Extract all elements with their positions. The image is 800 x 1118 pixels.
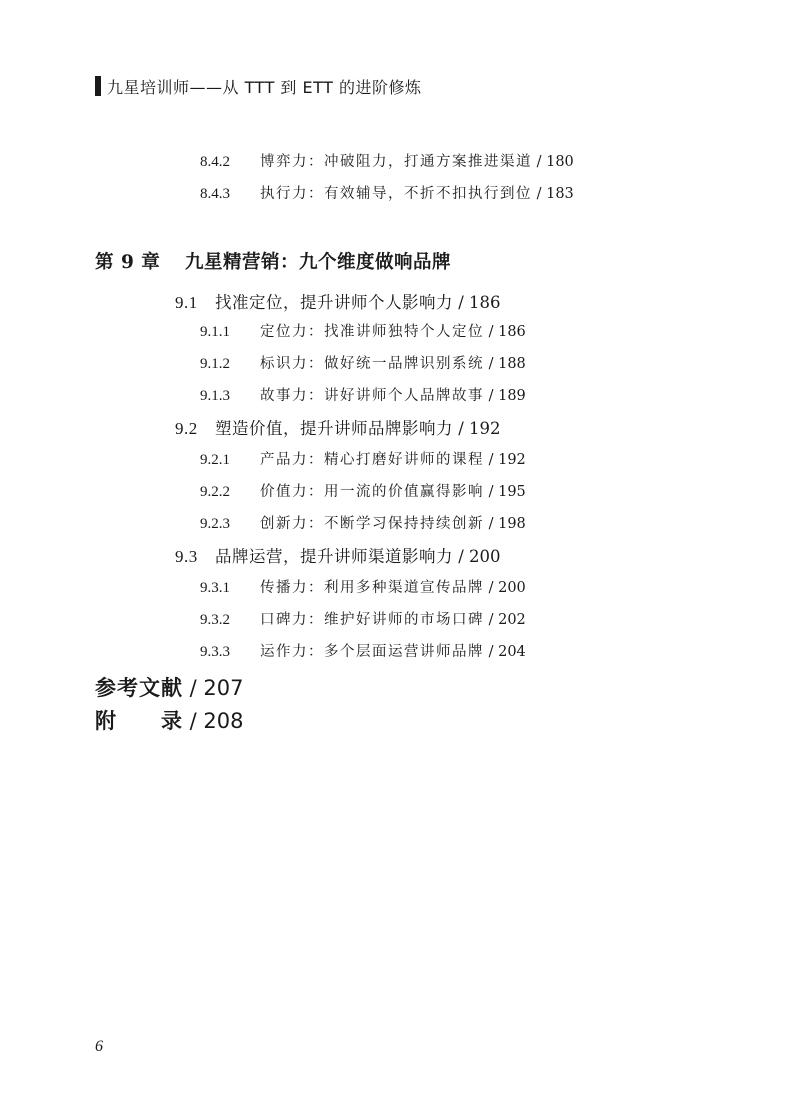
toc-subsection-9-1-2 bbox=[200, 352, 526, 373]
page-ref: / 200 bbox=[484, 580, 526, 596]
page-ref: / 186 bbox=[484, 324, 526, 340]
subsection-number: 8.4.2 bbox=[200, 154, 230, 170]
subsection-title: 运作力：多个层面运营讲师品牌 bbox=[260, 644, 484, 660]
subsection-title: 价值力：用一流的价值赢得影响 bbox=[260, 484, 484, 500]
subsection-title: 创新力：不断学习保持持续创新 bbox=[260, 516, 484, 532]
toc-subsection-8-4-3 bbox=[200, 182, 574, 203]
toc-subsection-9-3-2 bbox=[200, 608, 526, 629]
running-header bbox=[95, 73, 421, 99]
page-ref: / 200 bbox=[453, 547, 501, 566]
section-title: 塑造价值，提升讲师品牌影响力 bbox=[215, 419, 453, 438]
page-ref: / 195 bbox=[484, 484, 526, 500]
subsection-number: 9.1.1 bbox=[200, 324, 230, 340]
section-number: 9.2 bbox=[175, 419, 198, 438]
page-ref: / 192 bbox=[484, 452, 526, 468]
subsection-title: 执行力：有效辅导，不折不扣执行到位 bbox=[260, 186, 532, 202]
subsection-number: 9.3.1 bbox=[200, 580, 230, 596]
page-ref: / 208 bbox=[183, 709, 244, 733]
subsection-number: 9.2.2 bbox=[200, 484, 230, 500]
page-ref: / 186 bbox=[453, 293, 501, 312]
references-title: 参考文献 bbox=[95, 675, 183, 700]
toc-appendix bbox=[95, 705, 244, 735]
subsection-title: 博弈力：冲破阻力，打通方案推进渠道 bbox=[260, 154, 532, 170]
page-ref: / 189 bbox=[484, 388, 526, 404]
toc-references bbox=[95, 672, 244, 702]
toc-section-9-2 bbox=[175, 415, 501, 439]
section-number: 9.1 bbox=[175, 293, 198, 312]
subsection-title: 口碑力：维护好讲师的市场口碑 bbox=[260, 612, 484, 628]
toc-subsection-9-2-3 bbox=[200, 512, 526, 533]
section-number: 9.3 bbox=[175, 547, 198, 566]
page-ref: / 202 bbox=[484, 612, 526, 628]
subsection-title: 定位力：找准讲师独特个人定位 bbox=[260, 324, 484, 340]
toc-subsection-9-2-1 bbox=[200, 448, 526, 469]
toc-section-9-1 bbox=[175, 289, 501, 313]
section-title: 找准定位，提升讲师个人影响力 bbox=[215, 293, 453, 312]
toc-subsection-8-4-2 bbox=[200, 150, 574, 171]
appendix-title: 附 录 bbox=[95, 708, 183, 733]
page-ref: / 192 bbox=[453, 419, 501, 438]
toc-subsection-9-3-1 bbox=[200, 576, 526, 597]
subsection-number: 9.3.2 bbox=[200, 612, 230, 628]
page-ref: / 180 bbox=[532, 154, 574, 170]
page-ref: / 198 bbox=[484, 516, 526, 532]
toc-subsection-9-1-1 bbox=[200, 320, 526, 341]
subsection-title: 产品力：精心打磨好讲师的课程 bbox=[260, 452, 484, 468]
subsection-number: 8.4.3 bbox=[200, 186, 230, 202]
subsection-title: 故事力：讲好讲师个人品牌故事 bbox=[260, 388, 484, 404]
page-ref: / 207 bbox=[183, 676, 244, 700]
subsection-number: 9.1.3 bbox=[200, 388, 230, 404]
chapter-title: 九星精营销：九个维度做响品牌 bbox=[185, 252, 452, 273]
page-ref: / 204 bbox=[484, 644, 526, 660]
section-title: 品牌运营，提升讲师渠道影响力 bbox=[215, 547, 453, 566]
subsection-number: 9.2.3 bbox=[200, 516, 230, 532]
subsection-number: 9.1.2 bbox=[200, 356, 230, 372]
page-number: 6 bbox=[95, 1038, 103, 1055]
toc-section-9-3 bbox=[175, 543, 501, 567]
subsection-number: 9.3.3 bbox=[200, 644, 230, 660]
toc-subsection-9-1-3 bbox=[200, 384, 526, 405]
toc-subsection-9-2-2 bbox=[200, 480, 526, 501]
subsection-title: 传播力：利用多种渠道宣传品牌 bbox=[260, 580, 484, 596]
book-title: 九星培训师——从 TTT 到 ETT 的进阶修炼 bbox=[107, 77, 422, 97]
chapter-number: 第 9 章 bbox=[95, 252, 161, 273]
subsection-title: 标识力：做好统一品牌识别系统 bbox=[260, 356, 484, 372]
page-ref: / 188 bbox=[484, 356, 526, 372]
page-ref: / 183 bbox=[532, 186, 574, 202]
toc-chapter-9 bbox=[95, 248, 451, 274]
header-bar-mark bbox=[95, 76, 101, 96]
toc-subsection-9-3-3 bbox=[200, 640, 526, 661]
subsection-number: 9.2.1 bbox=[200, 452, 230, 468]
